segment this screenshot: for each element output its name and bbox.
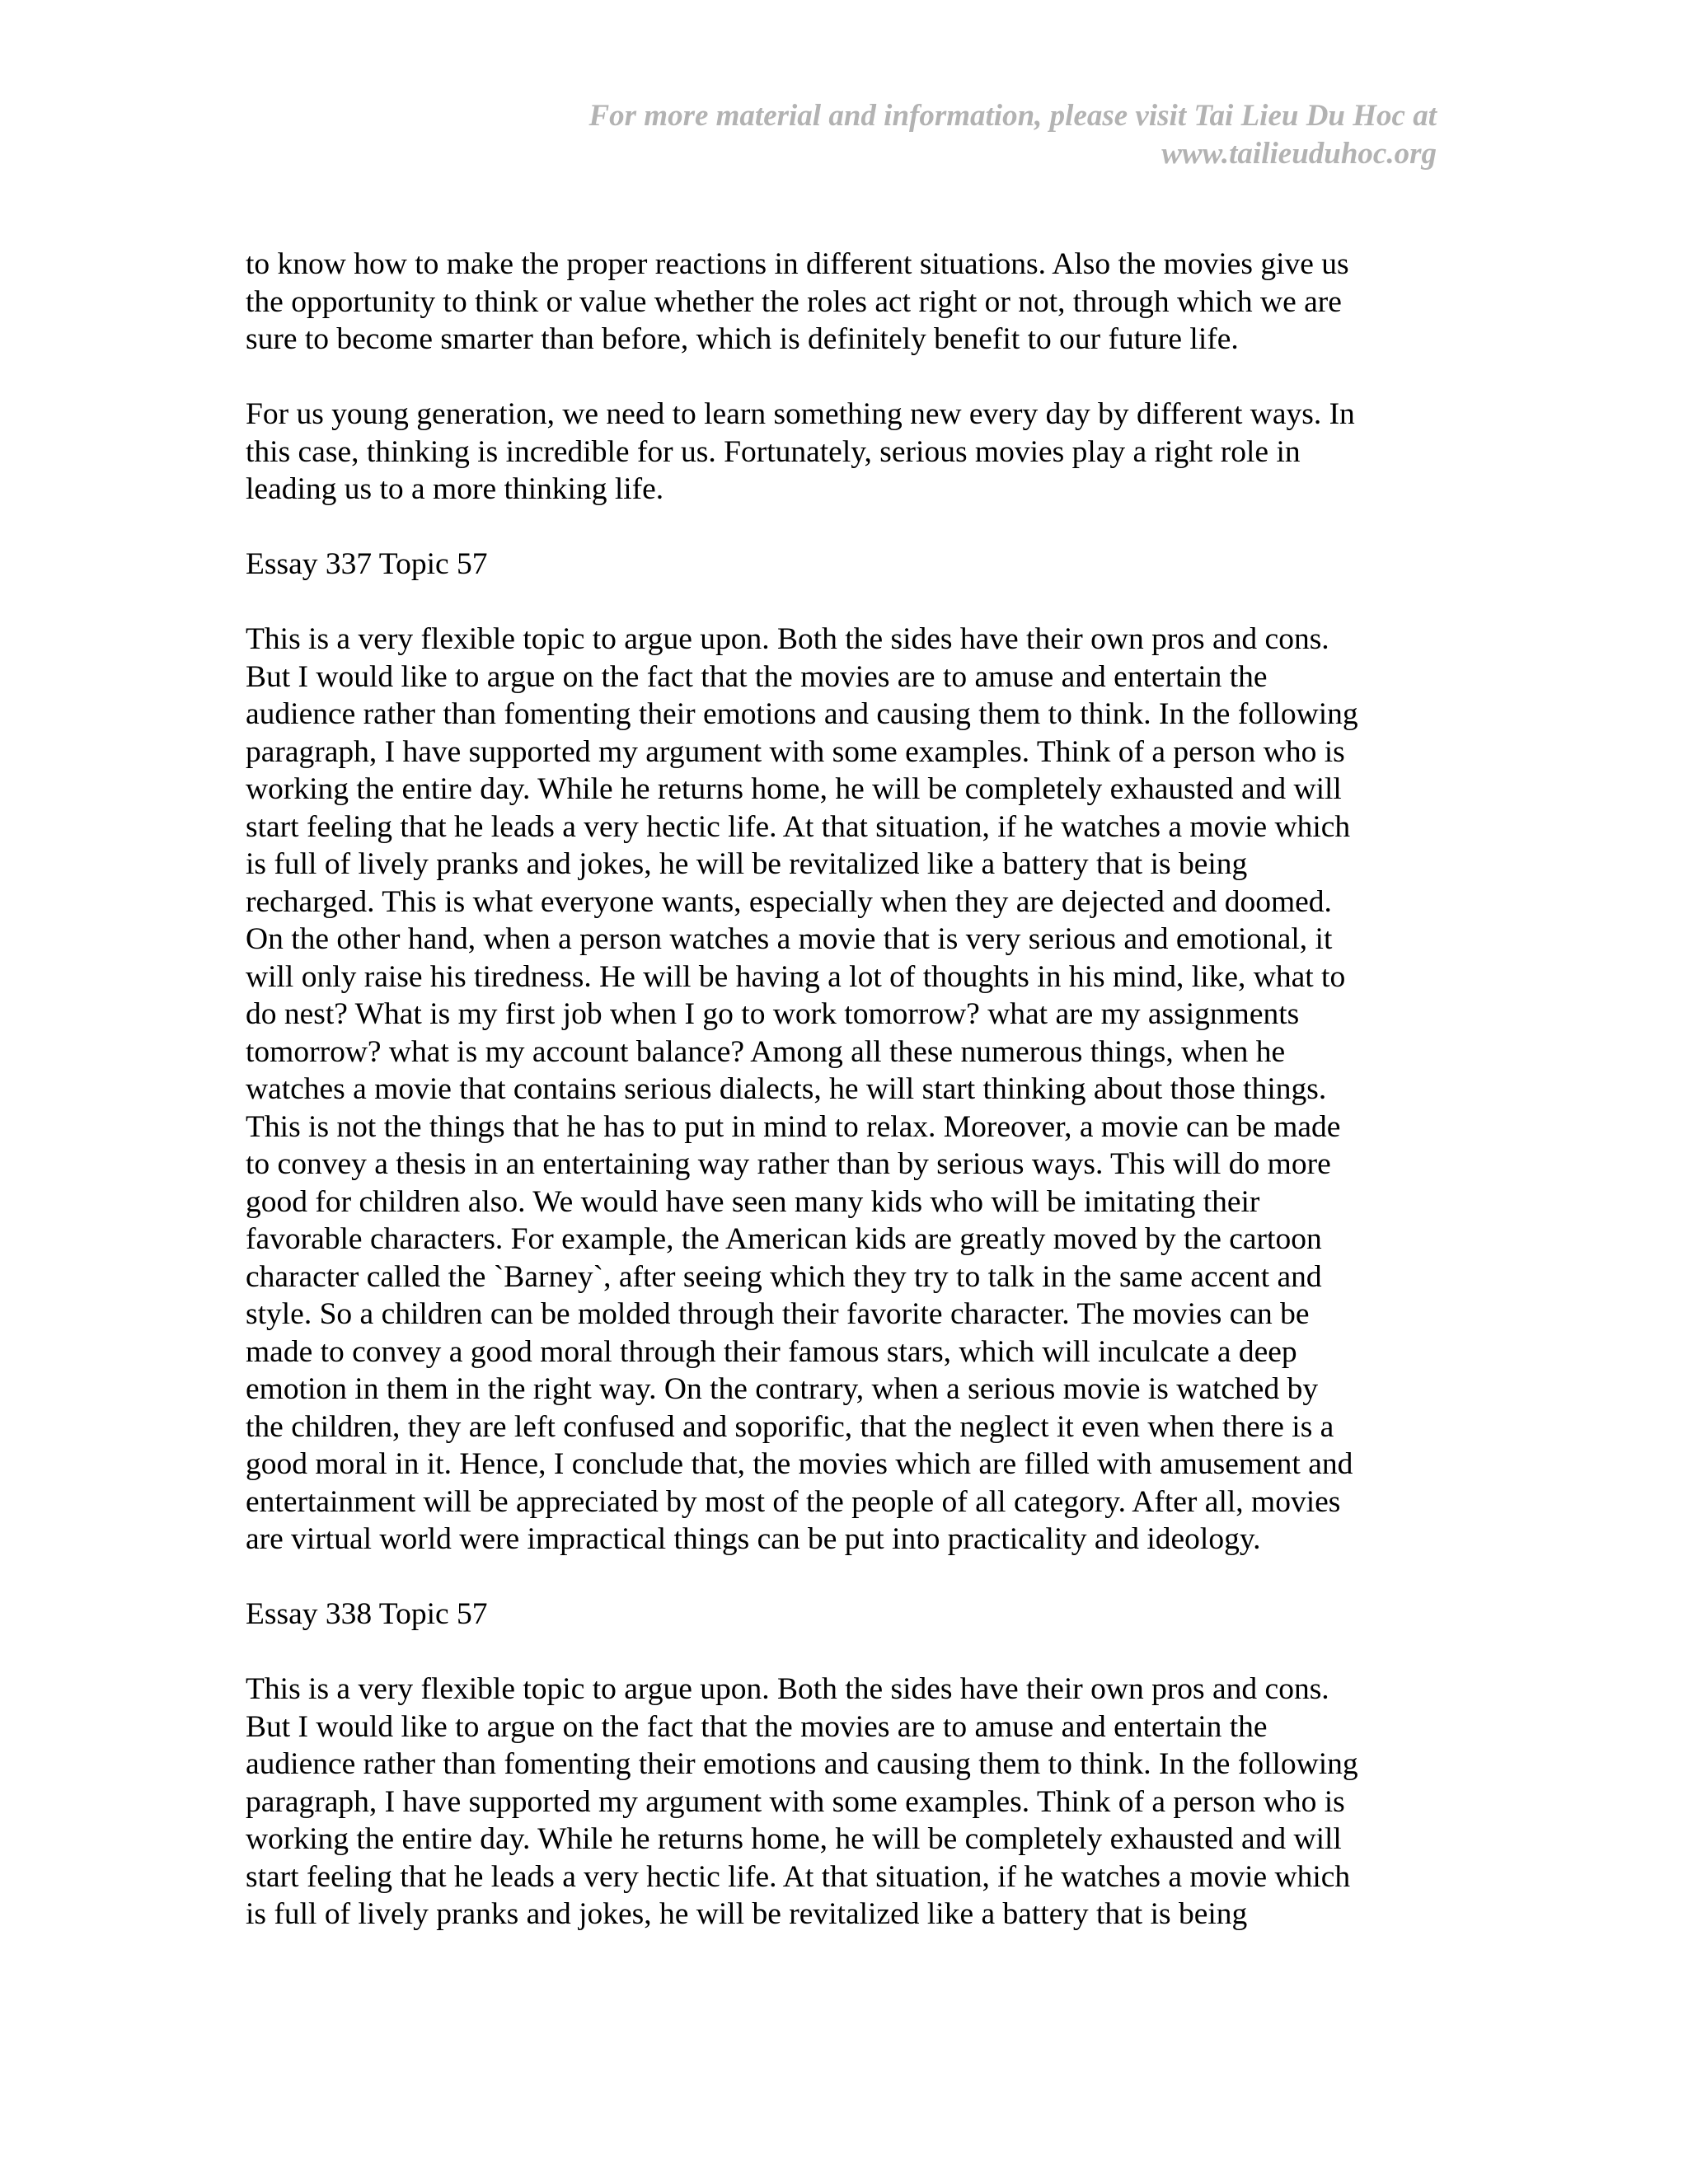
essay-heading <box>246 1596 1449 1633</box>
text-line: This is a very flexible topic to argue upon. Both the sides have their own pros and cons. <box>246 622 1329 656</box>
text-line: Essay 337 Topic 57 <box>246 547 488 581</box>
text-line: watches a movie that contains serious dialects, he will start thinking about those things. <box>246 1072 1327 1106</box>
text-line: is full of lively pranks and jokes, he will be revitalized like a battery that is being <box>246 1897 1248 1931</box>
text-line: favorable characters. For example, the American kids are greatly moved by the cartoon <box>246 1222 1322 1256</box>
text-line: This is a very flexible topic to argue upon. Both the sides have their own pros and cons. <box>246 1672 1329 1706</box>
text-line: paragraph, I have supported my argument with some examples. Think of a person who is <box>246 734 1345 769</box>
text-line: tomorrow? what is my account balance? Among all these numerous things, when he <box>246 1034 1286 1069</box>
paragraph <box>246 1671 1449 1933</box>
text-line: On the other hand, when a person watches a movie that is very serious and emotional, it <box>246 922 1333 956</box>
text-line: working the entire day. While he returns home, he will be completely exhausted and will <box>246 1822 1342 1856</box>
paragraph <box>246 396 1449 509</box>
text-line: For us young generation, we need to learn something new every day by different ways. In <box>246 397 1355 431</box>
text-line: working the entire day. While he returns home, he will be completely exhausted and will <box>246 772 1342 806</box>
text-line: good for children also. We would have seen many kids who will be imitating their <box>246 1184 1260 1219</box>
text-line: start feeling that he leads a very hectic life. At that situation, if he watches a movie which <box>246 1859 1351 1894</box>
text-line: leading us to a more thinking life. <box>246 472 664 506</box>
text-line: to know how to make the proper reactions in different situations. Also the movies give us <box>246 247 1349 281</box>
paragraph <box>246 246 1449 359</box>
text-line: the children, they are left confused and soporific, that the neglect it even when there is a <box>246 1409 1334 1444</box>
text-line: But I would like to argue on the fact that the movies are to amuse and entertain the <box>246 659 1268 694</box>
text-line: style. So a children can be molded through their favorite character. The movies can be <box>246 1297 1310 1331</box>
text-line: the opportunity to think or value whether the roles act right or not, through which we are <box>246 284 1342 319</box>
text-line: to convey a thesis in an entertaining way rather than by serious ways. This will do more <box>246 1147 1331 1181</box>
header-line-2: www.tailieuduhoc.org <box>1161 137 1437 171</box>
text-line: will only raise his tiredness. He will be having a lot of thoughts in his mind, like, what to <box>246 959 1346 994</box>
text-line: start feeling that he leads a very hectic life. At that situation, if he watches a movie which <box>246 809 1351 844</box>
paragraph <box>246 621 1449 1558</box>
text-line: paragraph, I have supported my argument with some examples. Think of a person who is <box>246 1784 1345 1819</box>
text-line: Essay 338 Topic 57 <box>246 1597 488 1631</box>
page-header <box>365 97 1437 173</box>
header-line-1: For more material and information, please visit Tai Lieu Du Hoc at <box>588 99 1437 133</box>
document-body <box>246 246 1449 1971</box>
text-line: sure to become smarter than before, which is definitely benefit to our future life. <box>246 322 1239 356</box>
text-line: is full of lively pranks and jokes, he will be revitalized like a battery that is being <box>246 847 1248 881</box>
text-line: good moral in it. Hence, I conclude that, the movies which are filled with amusement and <box>246 1447 1353 1481</box>
essay-heading <box>246 546 1449 583</box>
text-line: are virtual world were impractical things can be put into practicality and ideology. <box>246 1522 1261 1556</box>
text-line: This is not the things that he has to put in mind to relax. Moreover, a movie can be made <box>246 1109 1341 1144</box>
text-line: character called the `Barney`, after seeing which they try to talk in the same accent and <box>246 1259 1322 1294</box>
text-line: audience rather than fomenting their emotions and causing them to think. In the following <box>246 697 1358 731</box>
text-line: emotion in them in the right way. On the contrary, when a serious movie is watched by <box>246 1372 1319 1406</box>
text-line: do nest? What is my first job when I go to work tomorrow? what are my assignments <box>246 997 1300 1031</box>
text-line: made to convey a good moral through their famous stars, which will inculcate a deep <box>246 1334 1297 1369</box>
text-line: entertainment will be appreciated by most of the people of all category. After all, movies <box>246 1484 1341 1519</box>
text-line: this case, thinking is incredible for us. Fortunately, serious movies play a right role in <box>246 434 1301 469</box>
text-line: audience rather than fomenting their emotions and causing them to think. In the following <box>246 1747 1358 1781</box>
text-line: But I would like to argue on the fact that the movies are to amuse and entertain the <box>246 1709 1268 1744</box>
text-line: recharged. This is what everyone wants, especially when they are dejected and doomed. <box>246 884 1332 919</box>
